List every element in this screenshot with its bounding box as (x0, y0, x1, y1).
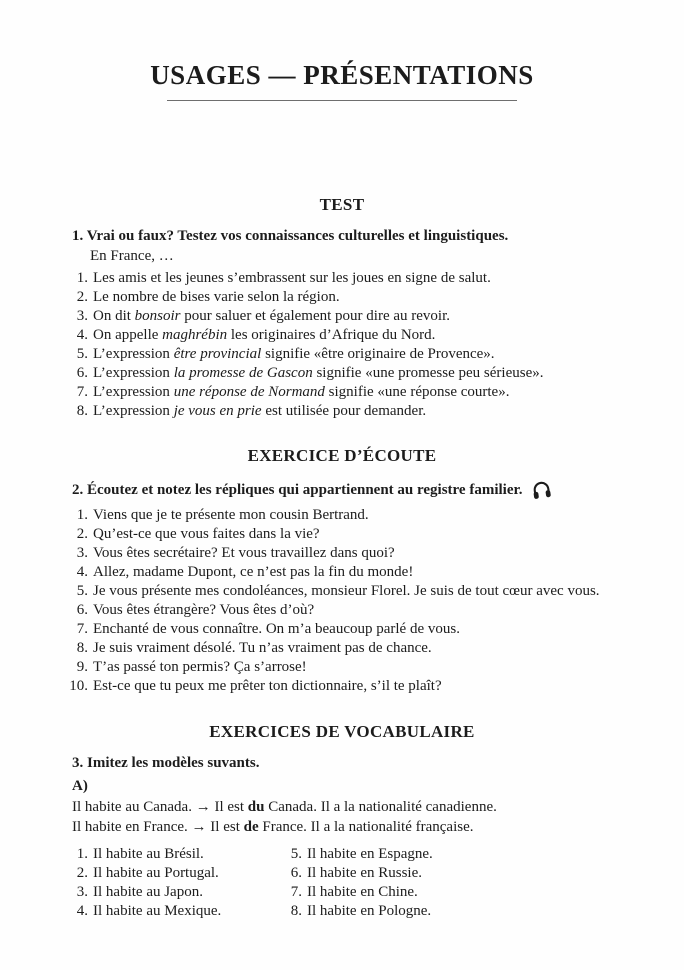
item-text: Enchanté de vous connaître. On m’a beaucoup parlé de vous. (93, 621, 460, 637)
item-text: T’as passé ton permis? Ça s’arrose! (93, 659, 307, 675)
item-number: 8. (76, 640, 88, 656)
item-text: Les amis et les jeunes s’embrassent sur les joues en signe de salut. (93, 270, 491, 286)
list-item (66, 601, 684, 620)
item-number: 8. (76, 403, 88, 419)
list-item (66, 307, 684, 326)
item-number: 4. (76, 564, 88, 580)
item-number: 6. (76, 602, 88, 618)
list-item (66, 364, 684, 383)
listening-instruction: 2. Écoutez et notez les répliques qui appartiennent au registre familier. (72, 481, 523, 498)
item-number: 7. (290, 884, 302, 900)
item-text: Il habite au Brésil. (93, 846, 204, 862)
list-item (280, 845, 684, 864)
item-text: L’expression une réponse de Normand signifie «une réponse courte». (93, 384, 510, 400)
item-text: Vous êtes secrétaire? Et vous travaillez dans quoi? (93, 545, 395, 561)
section-vocabulary (0, 722, 684, 921)
listening-item-list (66, 506, 684, 696)
item-text: On dit bonsoir pour saluer et également pour dire au revoir. (93, 308, 450, 324)
item-text: L’expression la promesse de Gascon signifie «une promesse peu sérieuse». (93, 365, 544, 381)
listening-instruction-row (72, 479, 684, 500)
item-number: 7. (76, 621, 88, 637)
section-test (0, 195, 684, 421)
list-item (66, 864, 280, 883)
item-number: 2. (76, 289, 88, 305)
item-number: 3. (76, 545, 88, 561)
item-number: 6. (290, 865, 302, 881)
list-item (66, 525, 684, 544)
list-item (66, 582, 684, 601)
title-rule (167, 100, 517, 101)
item-text: Il habite en France. → Il est de France. Il a la nationalité française. (72, 819, 474, 835)
item-text: Il habite au Mexique. (93, 903, 222, 919)
test-context: En France, … (90, 248, 174, 264)
list-item (66, 269, 684, 288)
item-number: 9. (76, 659, 88, 675)
vocabulary-column-left (66, 845, 280, 921)
item-number: 3. (76, 884, 88, 900)
item-number: 3. (76, 308, 88, 324)
item-number: 1. (76, 507, 88, 523)
list-item (66, 288, 684, 307)
item-text: Il habite au Japon. (93, 884, 203, 900)
item-text: Je suis vraiment désolé. Tu n’as vraiment pas de chance. (93, 640, 432, 656)
list-item (66, 563, 684, 582)
item-number: 6. (76, 365, 88, 381)
vocabulary-heading: EXERCICES DE VOCABULAIRE (209, 722, 475, 741)
list-item (66, 845, 280, 864)
item-text: Est-ce que tu peux me prêter ton dictionnaire, s’il te plaît? (93, 678, 442, 694)
item-number: 8. (290, 903, 302, 919)
vocabulary-instruction: 3. Imitez les modèles suvants. (72, 755, 260, 771)
item-number: 5. (76, 346, 88, 362)
vocabulary-column-right (280, 845, 684, 921)
list-item (66, 544, 684, 563)
item-number: 1. (76, 270, 88, 286)
list-item (66, 402, 684, 421)
item-text: Je vous présente mes condoléances, monsieur Florel. Je suis de tout cœur avec vous. (93, 583, 600, 599)
list-item (66, 345, 684, 364)
item-number: 10. (69, 678, 88, 694)
list-item (66, 620, 684, 639)
list-item (280, 864, 684, 883)
item-text: Allez, madame Dupont, ce n’est pas la fin du monde! (93, 564, 414, 580)
item-number: 2. (76, 526, 88, 542)
item-text: L’expression je vous en prie est utilisée pour demander. (93, 403, 427, 419)
list-item (66, 902, 280, 921)
item-text: Il habite au Portugal. (93, 865, 219, 881)
item-text: Il habite en Russie. (307, 865, 422, 881)
list-item (72, 797, 684, 817)
list-item (72, 817, 684, 837)
list-item (280, 883, 684, 902)
part-label: A) (72, 778, 88, 794)
item-text: Il habite en Chine. (307, 884, 418, 900)
item-text: Il habite en Espagne. (307, 846, 433, 862)
list-item (66, 326, 684, 345)
item-text: Qu’est-ce que vous faites dans la vie? (93, 526, 320, 542)
section-listening (0, 446, 684, 696)
item-text: Il habite en Pologne. (307, 903, 432, 919)
list-item (66, 677, 684, 696)
item-number: 4. (76, 327, 88, 343)
page-title: USAGES — PRÉSENTATIONS (150, 60, 534, 90)
model-sentences (72, 797, 684, 837)
vocabulary-columns (66, 845, 684, 921)
list-item (66, 383, 684, 402)
list-item (280, 902, 684, 921)
test-heading: TEST (319, 195, 365, 214)
item-number: 5. (290, 846, 302, 862)
test-item-list (66, 269, 684, 421)
test-instruction: 1. Vrai ou faux? Testez vos connaissances culturelles et linguistiques. (72, 228, 509, 244)
item-text: Viens que je te présente mon cousin Bertrand. (93, 507, 369, 523)
item-text: Vous êtes étrangère? Vous êtes d’où? (93, 602, 315, 618)
item-text: Le nombre de bises varie selon la région. (93, 289, 340, 305)
list-item (66, 658, 684, 677)
item-number: 1. (76, 846, 88, 862)
item-text: On appelle maghrébin les originaires d’Afrique du Nord. (93, 327, 436, 343)
list-item (66, 506, 684, 525)
list-item (66, 883, 280, 902)
item-number: 4. (76, 903, 88, 919)
item-text: L’expression être provincial signifie «être originaire de Provence». (93, 346, 495, 362)
item-number: 5. (76, 583, 88, 599)
item-number: 7. (76, 384, 88, 400)
item-number: 2. (76, 865, 88, 881)
list-item (66, 639, 684, 658)
listening-heading: EXERCICE D’ÉCOUTE (247, 446, 437, 465)
item-text: Il habite au Canada. → Il est du Canada. Il a la nationalité canadienne. (72, 799, 497, 815)
headphones-icon (529, 478, 553, 502)
